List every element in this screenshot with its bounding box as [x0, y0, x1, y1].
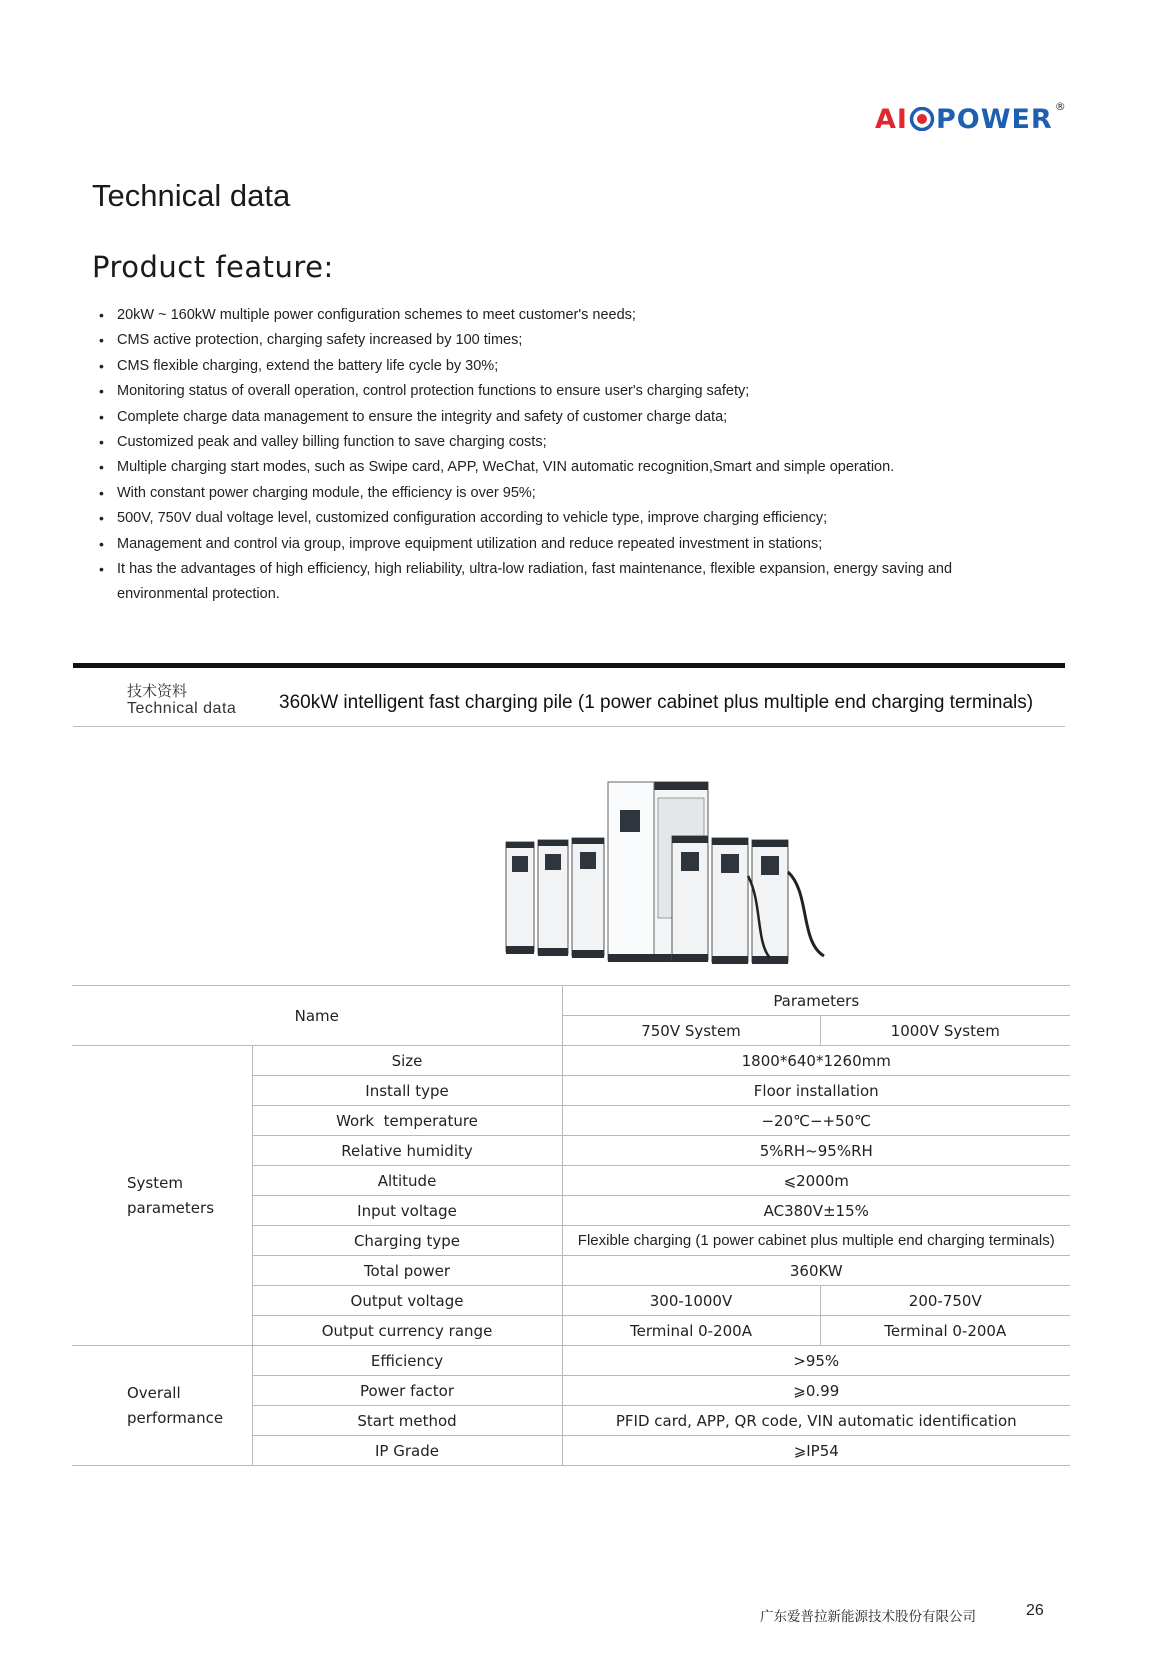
row-label: IP Grade	[252, 1436, 562, 1466]
terminal-unit	[506, 842, 534, 954]
terminal-unit	[712, 838, 748, 964]
feature-item: • It has the advantages of high efficiency, high reliability, ultra-low radiation, fast maintenance, flexible expansion, energy saving and environmental protection.	[117, 557, 1027, 608]
row-value: ⩾IP54	[562, 1436, 1070, 1466]
header-750v: 750V System	[562, 1016, 820, 1046]
group-label: System	[127, 1173, 183, 1192]
row-value-1000v: 200-750V	[820, 1286, 1070, 1316]
section-divider-thin	[73, 726, 1065, 727]
terminal-unit	[572, 838, 604, 958]
feature-item: • 20kW ~ 160kW multiple power configuration schemes to meet customer's needs;	[117, 303, 1027, 328]
row-value: ⩾0.99	[562, 1376, 1070, 1406]
group-label: Overall	[127, 1383, 181, 1402]
row-value: 5%RH~95%RH	[562, 1136, 1070, 1166]
product-feature-list	[117, 303, 1027, 608]
feature-item: • Complete charge data management to ensure the integrity and safety of customer charge data;	[117, 405, 1027, 430]
section-divider-thick	[73, 663, 1065, 668]
terminal-unit	[672, 836, 708, 962]
row-value-1000v: Terminal 0-200A	[820, 1316, 1070, 1346]
feature-item: • 500V, 750V dual voltage level, customized configuration according to vehicle type, improve charging efficiency;	[117, 506, 1027, 531]
brand-logo	[875, 100, 1067, 135]
section-label-en: Technical data	[127, 700, 237, 717]
row-value: >95%	[562, 1346, 1070, 1376]
logo-text-power: POWER	[935, 104, 1053, 135]
logo-mark-icon	[909, 107, 935, 131]
charging-cable-icon	[788, 872, 824, 956]
row-value: Flexible charging (1 power cabinet plus multiple end charging terminals)	[562, 1226, 1070, 1256]
row-label: Altitude	[252, 1166, 562, 1196]
row-label: Install type	[252, 1076, 562, 1106]
table-row	[72, 1046, 1070, 1076]
table-row	[72, 1346, 1070, 1376]
feature-item: • Customized peak and valley billing function to save charging costs;	[117, 430, 1027, 455]
row-label: Size	[252, 1046, 562, 1076]
row-value: Floor installation	[562, 1076, 1070, 1106]
row-value-750v: 300-1000V	[562, 1286, 820, 1316]
row-value: AC380V±15%	[562, 1196, 1070, 1226]
row-label: Start method	[252, 1406, 562, 1436]
spec-table	[72, 985, 1070, 1466]
row-label: Efficiency	[252, 1346, 562, 1376]
row-value: 360KW	[562, 1256, 1070, 1286]
row-value-750v: Terminal 0-200A	[562, 1316, 820, 1346]
registered-mark: ®	[1054, 100, 1067, 113]
page-number: 26	[1026, 1602, 1044, 1619]
row-label: Output voltage	[252, 1286, 562, 1316]
feature-item: • Monitoring status of overall operation, control protection functions to ensure user's charging safety;	[117, 379, 1027, 404]
header-1000v: 1000V System	[820, 1016, 1070, 1046]
row-value: ⩽2000m	[562, 1166, 1070, 1196]
feature-item: • CMS active protection, charging safety increased by 100 times;	[117, 328, 1027, 353]
table-header-row	[72, 986, 1070, 1016]
section-heading: 360kW intelligent fast charging pile (1 power cabinet plus multiple end charging terminals)	[279, 692, 1034, 713]
row-label: Input voltage	[252, 1196, 562, 1226]
row-label: Relative humidity	[252, 1136, 562, 1166]
row-value: 1800*640*1260mm	[562, 1046, 1070, 1076]
header-name: Name	[72, 986, 562, 1046]
terminal-unit	[538, 840, 568, 956]
row-label: Work temperature	[252, 1106, 562, 1136]
product-feature-title: Product feature:	[92, 250, 334, 284]
page-title: Technical data	[92, 178, 291, 213]
row-label: Output currency range	[252, 1316, 562, 1346]
charging-pile-product-image	[500, 772, 830, 968]
row-value: PFID card, APP, QR code, VIN automatic identification	[562, 1406, 1070, 1436]
feature-item: • Management and control via group, improve equipment utilization and reduce repeated investment in stations;	[117, 532, 1027, 557]
group-label: performance	[127, 1408, 224, 1427]
group-overall-performance	[72, 1346, 252, 1466]
section-label-cn: 技术资料	[127, 682, 188, 700]
group-label: parameters	[127, 1198, 215, 1217]
feature-item: • With constant power charging module, the efficiency is over 95%;	[117, 481, 1027, 506]
header-parameters: Parameters	[562, 986, 1070, 1016]
logo-text-ai: AI	[875, 104, 908, 135]
footer-company-name: 广东爱普拉新能源技术股份有限公司	[760, 1609, 976, 1625]
row-label: Power factor	[252, 1376, 562, 1406]
row-label: Charging type	[252, 1226, 562, 1256]
row-value: −20℃−+50℃	[562, 1106, 1070, 1136]
row-label: Total power	[252, 1256, 562, 1286]
group-system-parameters	[72, 1046, 252, 1346]
feature-item: • CMS flexible charging, extend the battery life cycle by 30%;	[117, 354, 1027, 379]
feature-item: • Multiple charging start modes, such as Swipe card, APP, WeChat, VIN automatic recognition,Smart and simple operation.	[117, 455, 1027, 480]
